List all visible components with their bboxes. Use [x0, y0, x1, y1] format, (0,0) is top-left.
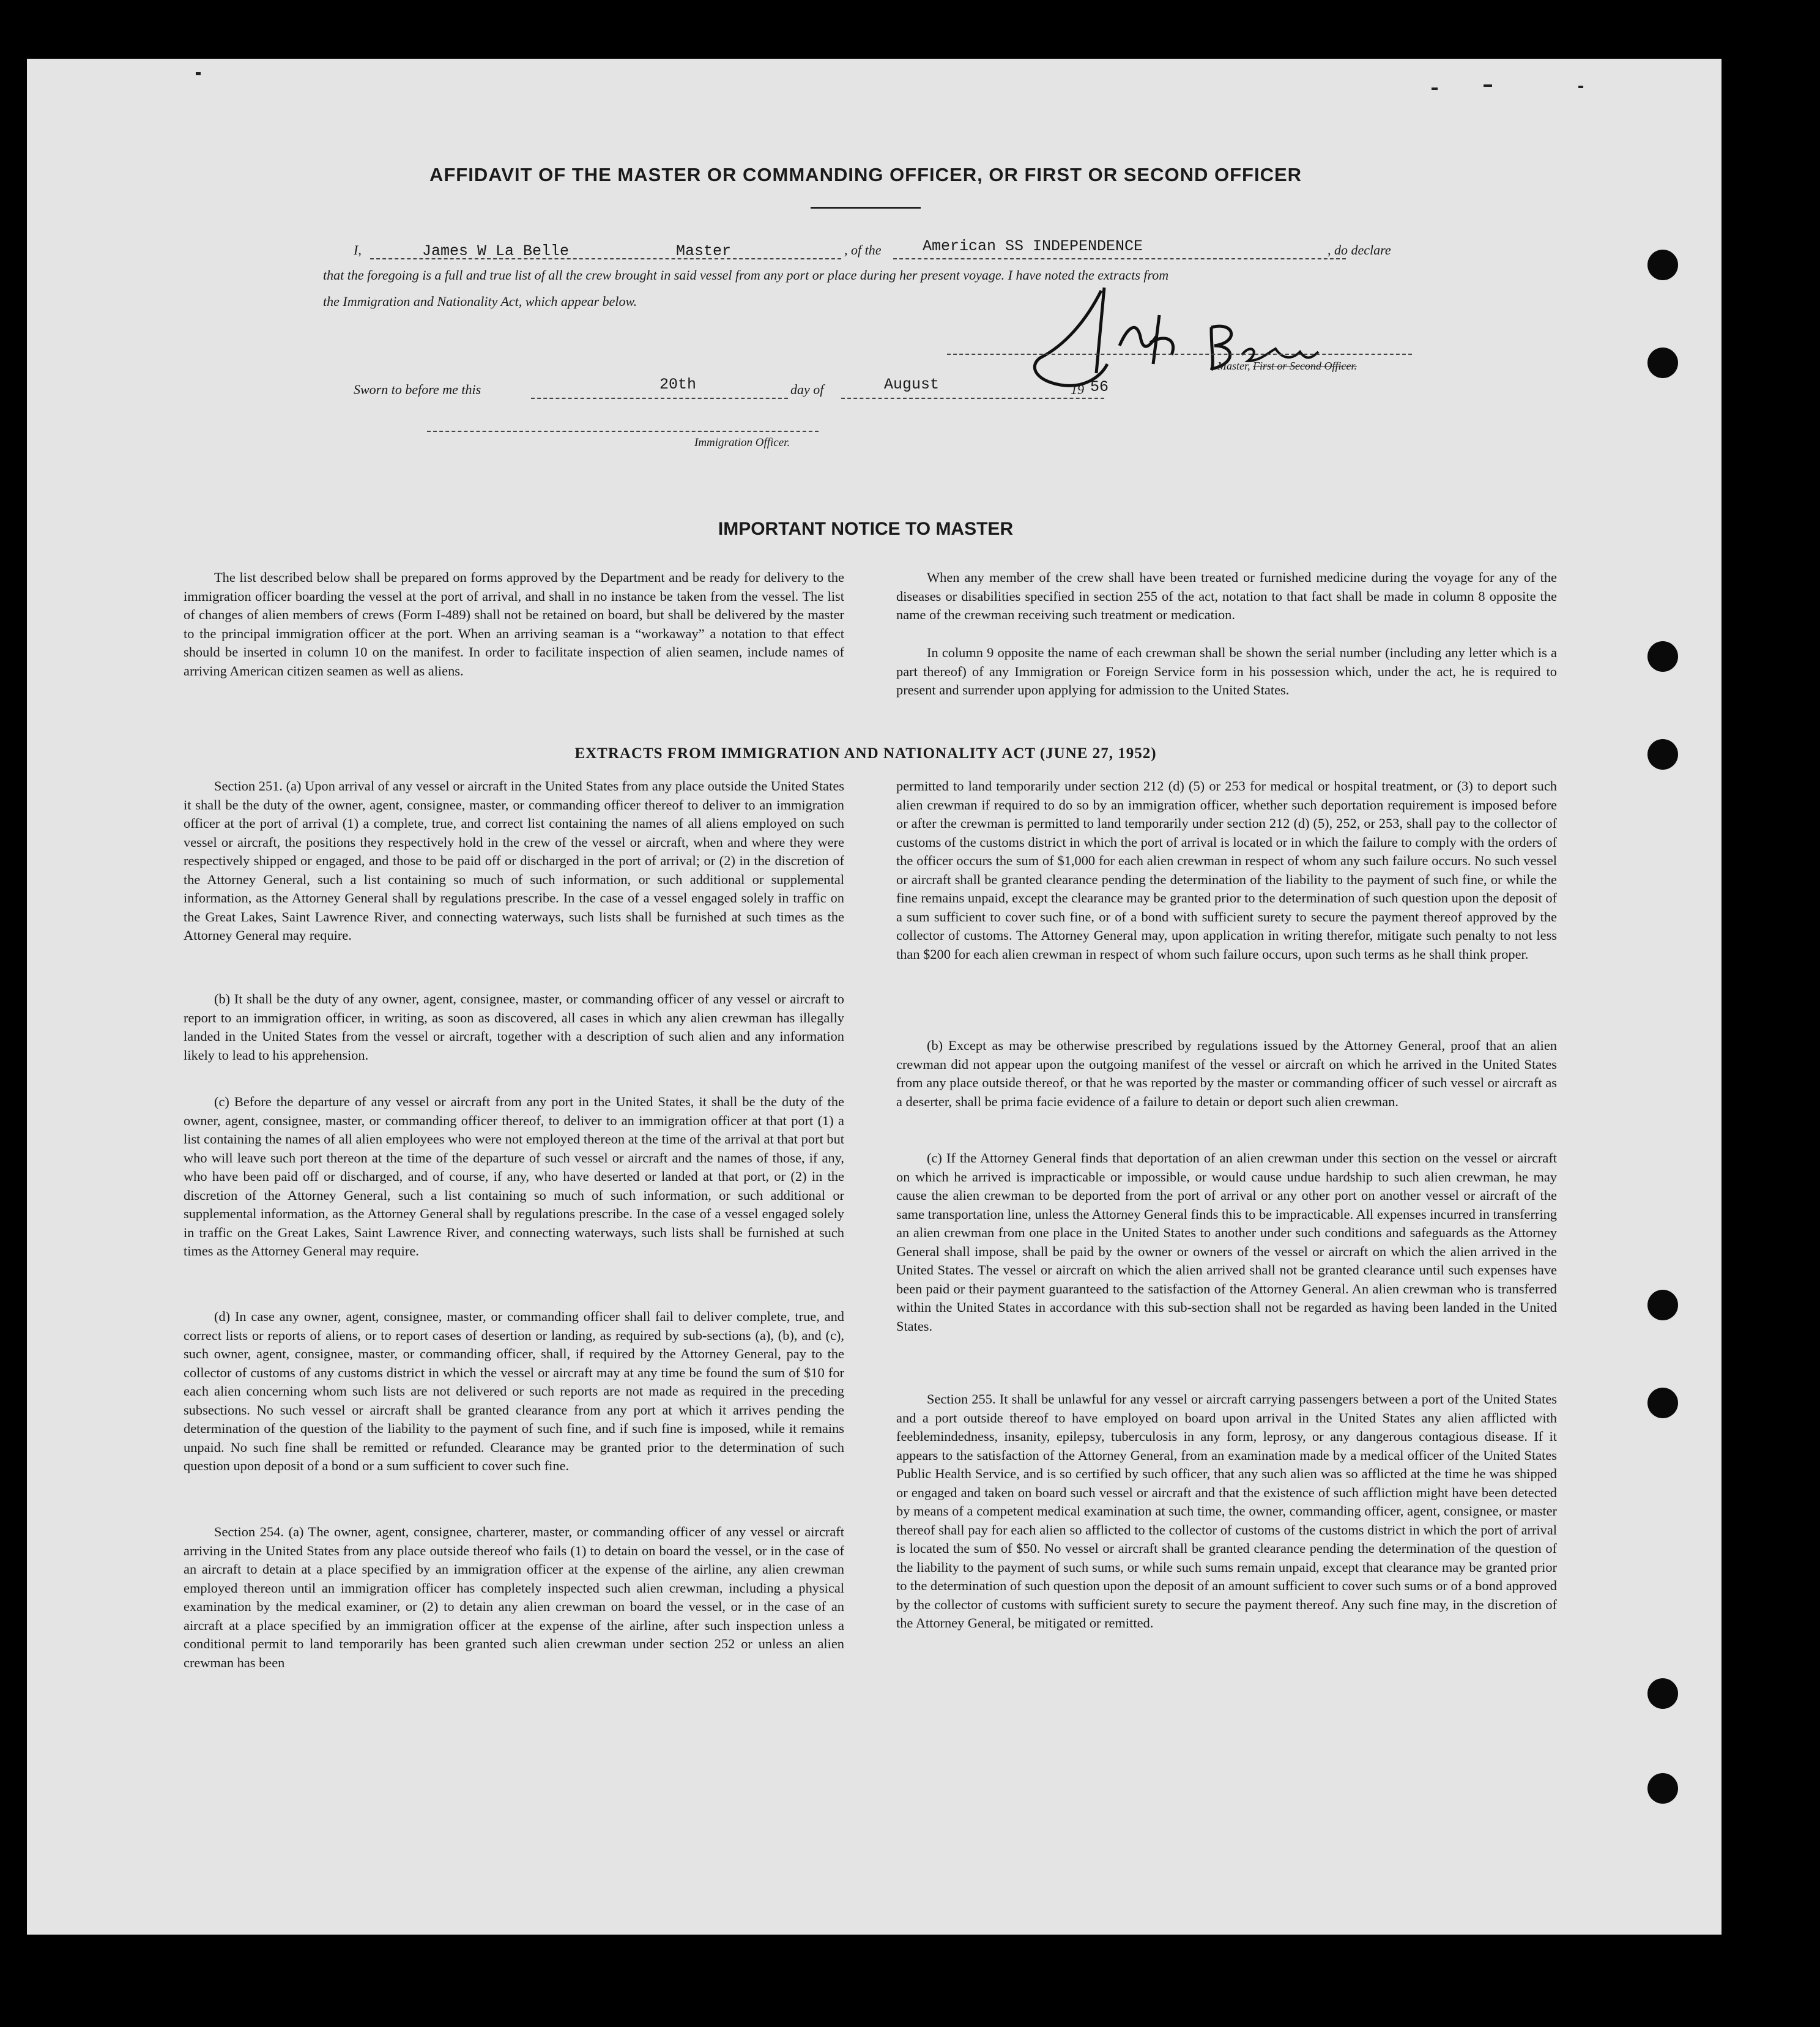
notice-left-paragraph: The list described below shall be prepared on forms approved by the Department and be ready for delivery to the immigration officer boarding the vessel at the port of arrival, and shall in no instance be taken from the vessel. The list of changes of alien members of crews (Form I-489) shall not be retained on board, but shall be delivered by the master to the principal immigration officer at the port. When an arriving seaman is a “workaway” a notation to that effect should be inserted in column 10 on the manifest. In order to facilitate inspection of alien seamen, include names of arriving American citizen seamen as well as aliens. — [184, 570, 844, 679]
section-251d: (d) In case any owner, agent, consignee, master, or commanding officer shall fail to deliver complete, true, and correct lists or reports of aliens, or to report cases of desertion or landing, as required by sub-sections (a), (b), and (c), such owner, agent, consignee, master, or commanding officer, shall, if required by the Attorney General, pay to the collector of customs of any customs district in which the vessel or aircraft may at any time be found the sum of $10 for each alien concerning whom such lists are not delivered or such reports are not made as required in the preceding subsections. No such vessel or aircraft shall be granted clearance from any port at which it arrives pending the determination of the question of the liability to the payment of such fine, and if such fine is imposed, while it remains unpaid. No such fine shall be remitted or refunded. Clearance may be granted prior to the determination of such question upon deposit of a bond or a sum sufficient to cover such fine. — [184, 1309, 844, 1473]
section-251c: (c) Before the departure of any vessel or aircraft from any port in the United States, it shall be the duty of the owner, agent, consignee, master, or commanding officer thereof, to deliver to an immigration officer at that port (1) a list containing the names of all alien employees who were not employed thereon at the time of the arrival at that port but who will leave such port thereon at the time of the departure of such vessel or aircraft and the names of those, if any, who have been paid off or discharged, and of course, if any, who have deserted or landed at that port, or (2) in the discretion of the Attorney General, such a list containing so much of such information, or such additional or supplemental information, as the Attorney General shall by regulations prescribe. In the case of a vessel engaged solely in traffic on the Great Lakes, Saint Lawrence River, and connecting waterways, such lists shall be furnished at such times as the Attorney General may require. — [184, 1094, 844, 1259]
caption-struck-officer: First or Second Officer. — [1253, 360, 1357, 372]
binder-hole — [1647, 739, 1678, 770]
officer-caption: Immigration Officer. — [694, 436, 790, 449]
section-254b: (b) Except as may be otherwise prescribed by regulations issued by the Attorney General, proof that an alien crewman did not appear upon the outgoing manifest of the vessel or aircraft on which he arrived in the United States from any place outside thereof, or that he was reported by the master or commanding officer of such vessel or aircraft as a deserter, shall be prima facie evidence of a failure to detain or deport such alien crewman. — [896, 1038, 1557, 1109]
day-of-label: day of — [790, 382, 824, 397]
section-251b: (b) It shall be the duty of any owner, agent, consignee, master, or commanding officer of any vessel or aircraft to report to an immigration officer, in writing, as soon as discovered, all cases in which any alien crewman has illegally landed in the United States from the vessel or aircraft, together with a description of such alien and any information likely to lead to his apprehension. — [184, 991, 844, 1063]
sworn-day: 20th — [659, 376, 697, 393]
affidavit-title: AFFIDAVIT OF THE MASTER OR COMMANDING OFFICER, OR FIRST OR SECOND OFFICER — [429, 164, 1302, 185]
officer-title: Master — [676, 242, 732, 260]
officer-signature-line — [427, 431, 819, 432]
scan-speck — [196, 72, 201, 75]
extracts-title: EXTRACTS FROM IMMIGRATION AND NATIONALITY ACT (JUNE 27, 1952) — [574, 745, 1157, 762]
signature-caption — [1217, 360, 1357, 373]
sworn-year: 56 — [1090, 378, 1109, 396]
scan-speck — [1484, 84, 1492, 87]
notice-title: IMPORTANT NOTICE TO MASTER — [718, 519, 1014, 539]
binder-hole — [1647, 1773, 1678, 1804]
caption-master: Master, — [1217, 360, 1250, 372]
notice-right-paragraph-2: In column 9 opposite the name of each crewman shall be shown the serial number (including any letter which is a part thereof) of any Immigration or Foreign Service form in his possession which, under the act, he is required to present and surrender upon applying for admission to the United States. — [896, 645, 1557, 697]
declaration-text-end: the Immigration and Nationality Act, which appear below. — [323, 294, 637, 309]
of-the-label: , of the — [844, 242, 882, 258]
year-prefix: 19 — [1071, 382, 1084, 397]
binder-hole — [1647, 250, 1678, 280]
binder-hole — [1647, 1290, 1678, 1320]
scan-speck — [1578, 86, 1583, 88]
section-251a: Section 251. (a) Upon arrival of any vessel or aircraft in the United States from any place outside the United States it shall be the duty of the owner, agent, consignee, master, or commanding officer thereof to deliver to an immigration officer at the port of arrival (1) a complete, true, and correct list containing the names of all aliens employed on such vessel or aircraft, the positions they respectively hold in the crew of the vessel or aircraft, when and where they were respectively shipped or engaged, and those to be paid off or discharged in the port of arrival; or (2) in the discretion of the Attorney General, such a list containing so much of such information, or such additional or supplemental information, as the Attorney General shall by regulations prescribe. In the case of a vessel engaged solely in traffic on the Great Lakes, Saint Lawrence River, and connecting waterways, such lists shall be furnished at such times as the Attorney General may require. — [184, 778, 844, 943]
signature-line — [947, 354, 1412, 355]
binder-hole — [1647, 348, 1678, 378]
binder-hole — [1647, 1678, 1678, 1709]
binder-hole — [1647, 641, 1678, 672]
section-254c: (c) If the Attorney General finds that deportation of an alien crewman under this section on the vessel or aircraft on which he arrived is impracticable or impossible, or would cause undue hardship to such alien crewman, he may cause the alien crewman to be deported from the port of arrival or any other port on another vessel or aircraft of the same transportation line, unless the Attorney General finds this to be impracticable. All expenses incurred in transferring an alien crewman from one place in the United States to another under such conditions and safeguards as the Attorney General shall impose, shall be paid by the owner or owners of the vessel or aircraft on which the alien arrived in the United States. The vessel or aircraft on which the alien arrived shall not be granted clearance until such expenses have been paid or their payment guaranteed to the satisfaction of the Attorney General. An alien crewman who is transferred within the United States in accordance with this sub-section shall not be regarded as having been landed in the United States. — [896, 1150, 1557, 1334]
scan-speck — [1432, 87, 1438, 90]
do-declare-label: , do declare — [1328, 242, 1391, 258]
notice-right-paragraph-1: When any member of the crew shall have been treated or furnished medicine during the voyage for any of the diseases or disabilities specified in section 255 of the act, notation to that fact shall be made in column 8 opposite the name of the crewman receiving such treatment or medication. — [896, 570, 1557, 622]
section-255: Section 255. It shall be unlawful for any vessel or aircraft carrying passengers between a port of the United States and a port outside thereof to have employed on board upon arrival in the United States any alien afflicted with feeblemindedness, insanity, epilepsy, tuberculosis in any form, leprosy, or any dangerous contagious disease. If it appears to the satisfaction of the Attorney General, from an examination made by a medical officer of the United States Public Health Service, and is so certified by such officer, that any such alien was so afflicted at the time he was shipped or engaged and taken on board such vessel or aircraft and that the existence of such affliction might have been detected by means of a competent medical examination at such time, the owner, commanding officer, agent, consignee, or master thereof shall pay for each alien so afflicted to the collector of customs of the customs district in which the port of arrival is located the sum of $50. No vessel or aircraft shall be granted clearance pending the determination of the question of the liability to the payment of such sums, or while such sums remain unpaid, except that clearance may be granted prior to the determination of such question upon the deposit of an amount sufficient to cover such sums or of a bond approved by the collector of customs with sufficient surety to secure the payment thereof. Any such fine may, in the discretion of the Attorney General, be mitigated or remitted. — [896, 1391, 1557, 1631]
month-line — [841, 382, 1104, 399]
sworn-month: August — [884, 376, 940, 393]
declaration-text: that the foregoing is a full and true list of all the crew brought in said vessel from any port or place during her present voyage. I have noted the extracts from — [323, 267, 1169, 283]
sworn-label: Sworn to before me this — [354, 382, 481, 397]
master-name: James W La Belle — [422, 242, 570, 260]
master-signature — [1028, 278, 1321, 395]
section-254a-continued: permitted to land temporarily under section 212 (d) (5) or 253 for medical or hospital treatment, or (3) to deport such alien crewman if required to do so by an immigration officer, whether such deportation requirement is imposed before or after the crewman is permitted to land temporarily under section 212 (d) (5), 252, or 253, shall pay to the collector of customs of the customs district in which the port of arrival is located or in which the failure to comply with the orders of the officer occurs the sum of $1,000 for each alien crewman in respect of whom any such failure occurs. No such vessel or aircraft shall be granted clearance pending the determination of the liability to the payment of such fine, or while the fine remains unpaid, except the clearance may be granted prior to the determination of such question upon the deposit of a sum sufficient to cover such fine, or of a bond with sufficient surety to secure the payment thereof approved by the collector of customs. The Attorney General may, upon application in writing therefor, mitigate such penalty to not less than $200 for each alien crewman in respect of whom such failure occurs, upon such terms as he shall think proper. — [896, 778, 1557, 962]
binder-hole — [1647, 1388, 1678, 1418]
i-label: I, — [354, 242, 362, 258]
vessel-name: American SS INDEPENDENCE — [923, 237, 1143, 255]
title-underline — [811, 207, 921, 209]
section-254a: Section 254. (a) The owner, agent, consignee, charterer, master, or commanding officer of any vessel or aircraft arriving in the United States from any place outside thereof who fails (1) to detain on board the vessel, or in the case of an aircraft to detain at a place specified by an immigration officer at the expense of the airline, any alien crewman employed thereon until an immigration officer has completely inspected such alien crewman, including a physical examination by the medical examiner, or (2) to detain any alien crewman on board the vessel, or in the case of an aircraft at a place specified by an immigration officer at the expense of the airline, after such inspection unless a conditional permit to land temporarily has been granted such alien crewman under section 252 or unless an alien crewman has been — [184, 1524, 844, 1670]
